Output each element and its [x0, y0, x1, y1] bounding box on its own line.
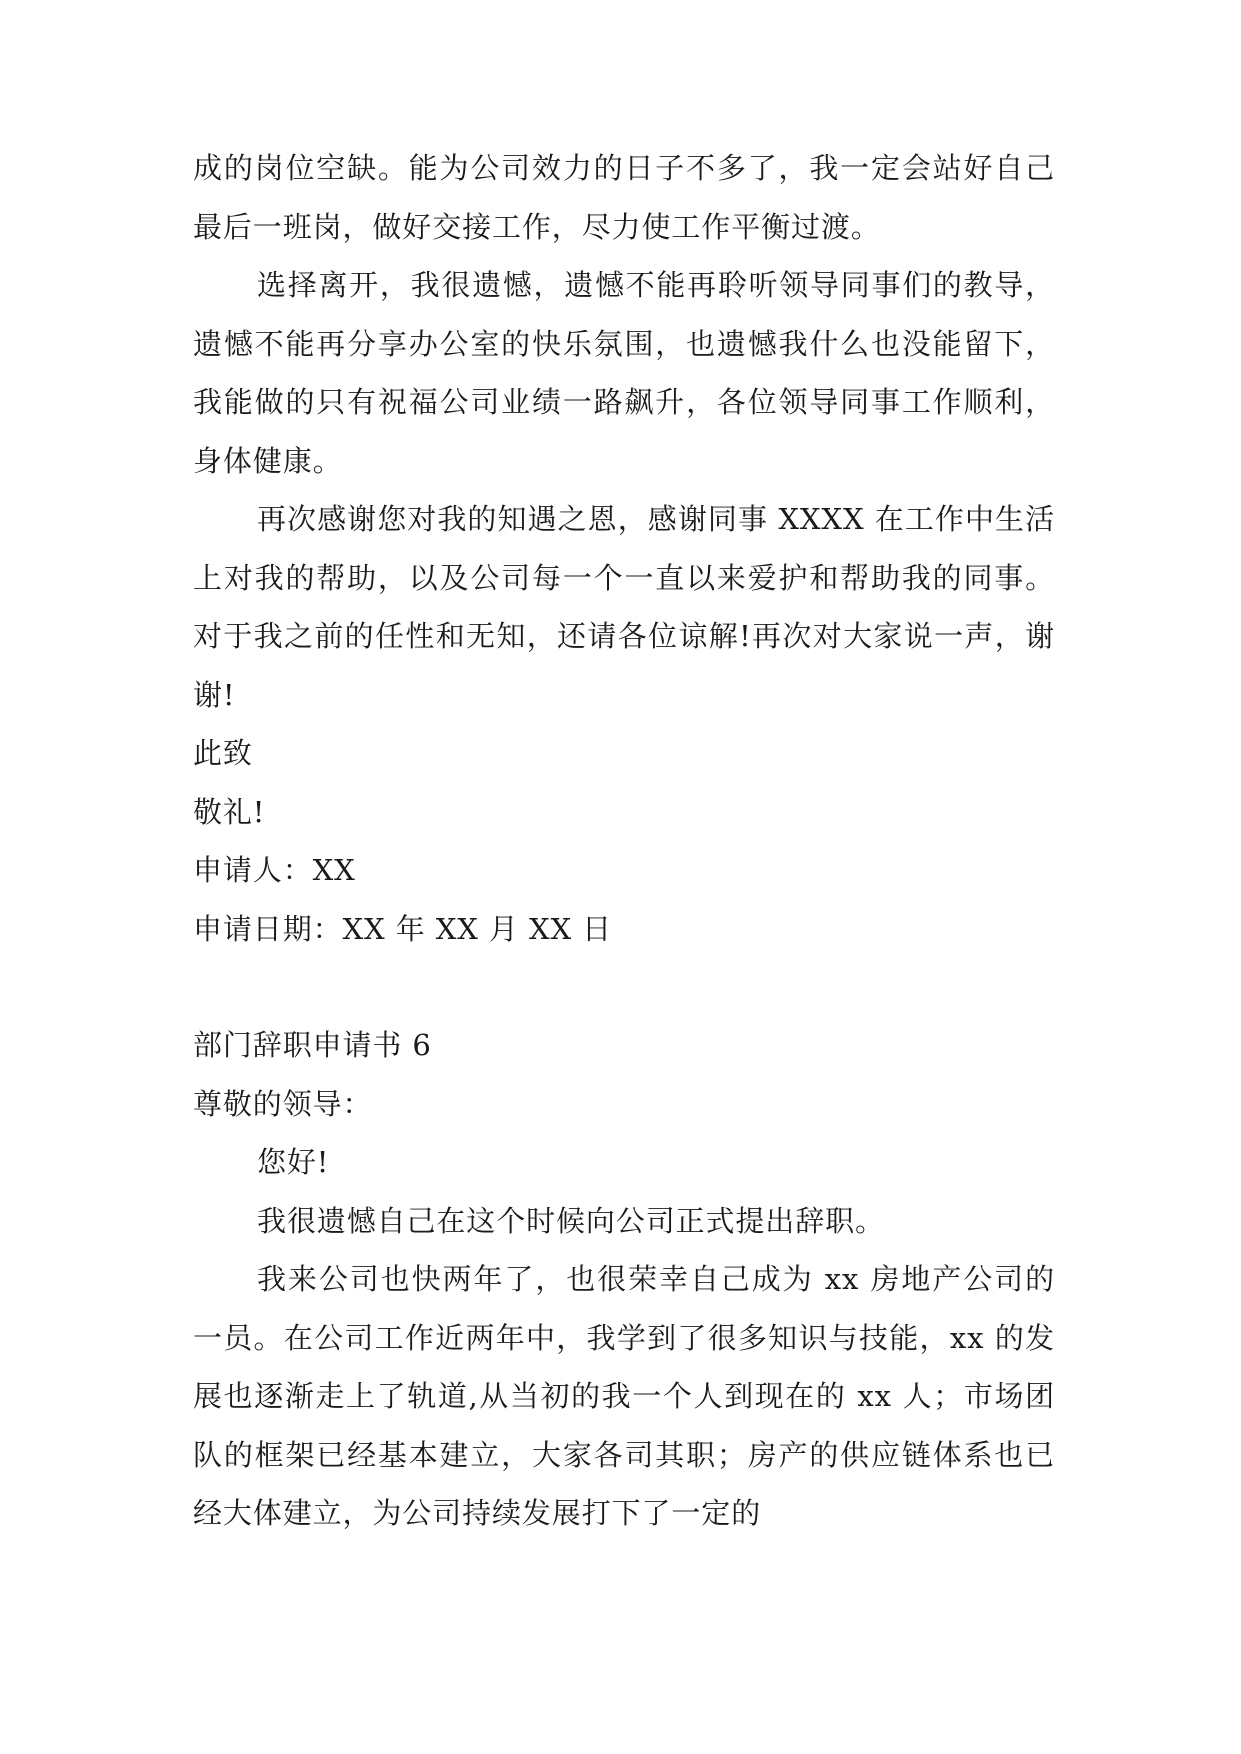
section-title: 部门辞职申请书 6: [193, 1028, 432, 1062]
paragraph-3: 再次感谢您对我的知遇之恩，感谢同事 XXXX 在工作中生活上对我的帮助，以及公司每一个一直以来爱护和帮助我的同事。对于我之前的任性和无知，还请各位谅解!再次对大家说一声，谢谢!: [193, 502, 1055, 712]
closing-line-1: 此致: [193, 736, 253, 770]
salutation-line: 尊敬的领导：: [193, 1086, 373, 1121]
applicant-line: 申请人：XX: [193, 853, 356, 887]
closing-line-2: 敬礼!: [193, 794, 266, 829]
paragraph-2: 选择离开，我很遗憾，遗憾不能再聆听领导同事们的教导，遗憾不能再分享办公室的快乐氛围，也遗憾我什么也没能留下，我能做的只有祝福公司业绩一路飙升，各位领导同事工作顺利，身体健康。: [193, 268, 1055, 478]
paragraph-4: 我很遗憾自己在这个时候向公司正式提出辞职。: [257, 1203, 885, 1238]
paragraph-5: 我来公司也快两年了，也很荣幸自己成为 xx 房地产公司的一员。在公司工作近两年中，我学到了很多知识与技能，xx 的发展也逐渐走上了轨道,从当初的我一个人到现在的 xx 人；市场团队的框架已经基本建立，大家各司其职；房产的供应链体系也已经大体建立，为公司持续发展打下了一定的: [193, 1262, 1055, 1530]
document-body: [193, 139, 1055, 1543]
paragraph-1: 成的岗位空缺。能为公司效力的日子不多了，我一定会站好自己最后一班岗，做好交接工作，尽力使工作平衡过渡。: [193, 151, 1055, 244]
date-line: 申请日期：XX 年 XX 月 XX 日: [193, 911, 613, 946]
greeting-line: 您好!: [257, 1145, 330, 1179]
blank-line: [193, 958, 1055, 1016]
